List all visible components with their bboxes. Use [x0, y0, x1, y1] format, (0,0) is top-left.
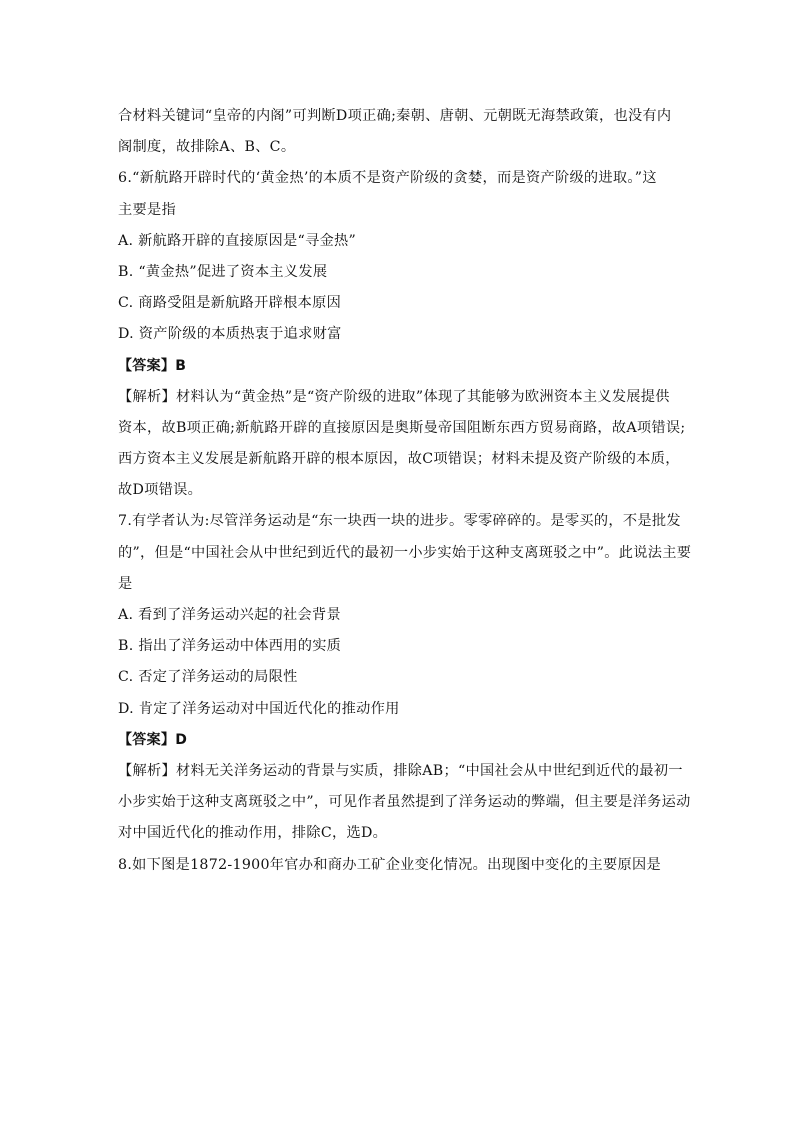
- question-7-analysis-line-1: 【解析】材料无关洋务运动的背景与实质，排除AB；“中国社会从中世纪到近代的最初一: [118, 762, 683, 779]
- question-6-answer: 【答案】B: [118, 357, 187, 374]
- question-6-option-a: A. 新航路开辟的直接原因是“寻金热”: [118, 232, 357, 249]
- question-7-stem-line-3: 是: [118, 575, 133, 592]
- question-6-stem-line-2: 主要是指: [118, 201, 176, 218]
- question-7-answer: 【答案】D: [118, 731, 188, 748]
- question-6-stem-line-1: 6.“新航路开辟时代的‘黄金热’的本质不是资产阶级的贪婪，而是资产阶级的进取。”这: [118, 170, 657, 187]
- question-6-analysis-line-2: 资本，故B项正确;新航路开辟的直接原因是奥斯曼帝国阻断东西方贸易商路，故A项错误;: [118, 419, 686, 436]
- question-6-analysis-line-3: 西方资本主义发展是新航路开辟的根本原因，故C项错误；材料未提及资产阶级的本质，: [118, 451, 680, 468]
- document-body: [118, 101, 692, 881]
- question-7-option-c: C. 否定了洋务运动的局限性: [118, 669, 298, 686]
- question-7-stem-line-2: 的”，但是“中国社会从中世纪到近代的最初一小步实始于这种支离斑驳之中”。此说法主要: [118, 544, 692, 561]
- question-7-option-b: B. 指出了洋务运动中体西用的实质: [118, 638, 342, 655]
- question-6-option-d: D. 资产阶级的本质热衷于追求财富: [118, 326, 342, 343]
- question-6-analysis-line-1: 【解析】材料认为“黄金热”是“资产阶级的进取”体现了其能够为欧洲资本主义发展提供: [118, 388, 670, 405]
- question-6-option-b: B. “黄金热”促进了资本主义发展: [118, 263, 328, 280]
- question-6-option-c: C. 商路受阻是新航路开辟根本原因: [118, 295, 342, 312]
- question-7-option-a: A. 看到了洋务运动兴起的社会背景: [118, 607, 341, 623]
- question-8-stem: 8.如下图是1872-1900年官办和商办工矿企业变化情况。出现图中变化的主要原因是: [118, 856, 661, 873]
- text-line-1: 合材料关键词“皇帝的内阁”可判断D项正确;秦朝、唐朝、元朝既无海禁政策，也没有内: [118, 108, 672, 124]
- question-7-analysis-line-2: 小步实始于这种支离斑驳之中”，可见作者虽然提到了洋务运动的弊端，但主要是洋务运动: [118, 794, 691, 811]
- question-7-option-d: D. 肯定了洋务运动对中国近代化的推动作用: [118, 700, 400, 717]
- question-7-analysis-line-3: 对中国近代化的推动作用，排除C，选D。: [118, 825, 388, 842]
- text-line-2: 阁制度，故排除A、B、C。: [118, 139, 296, 156]
- question-7-stem-line-1: 7.有学者认为:尽管洋务运动是“东一块西一块的进步。零零碎碎的。是零买的，不是批发: [118, 513, 681, 530]
- question-6-analysis-line-4: 故D项错误。: [118, 482, 203, 499]
